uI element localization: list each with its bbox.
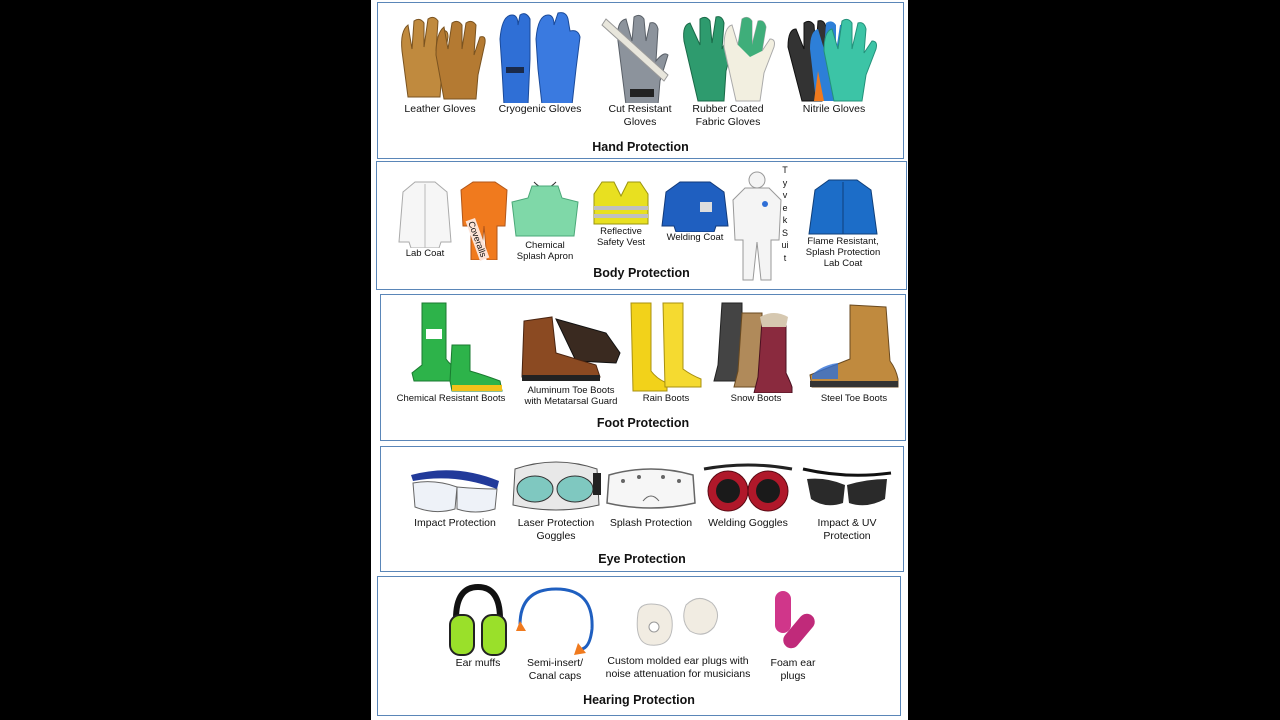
laser-protection-goggles-image	[509, 459, 603, 517]
foot-protection-panel	[380, 294, 906, 441]
leather-gloves-item	[390, 11, 490, 116]
impact-protection-label: Impact Protection	[414, 517, 496, 529]
impact-protection-glasses-image	[405, 459, 505, 517]
welding-coat-label: Welding Coat	[666, 232, 724, 243]
chemical-splash-apron-label: Chemical Splash Apron	[516, 240, 574, 262]
rain-boots-label: Rain Boots	[642, 393, 690, 404]
rain-boots-item	[621, 301, 711, 404]
aluminum-toe-boots-item	[511, 313, 631, 407]
impact-uv-protection-item	[795, 459, 899, 543]
nitrile-gloves-label: Nitrile Gloves	[802, 103, 866, 115]
ear-muffs-item	[444, 583, 512, 670]
splash-protection-label: Splash Protection	[609, 517, 693, 529]
coveralls-item	[457, 180, 511, 260]
chemical-splash-apron-image	[510, 180, 580, 240]
chemical-splash-apron-item	[509, 180, 581, 262]
welding-coat-image	[660, 180, 730, 232]
laser-protection-goggles-item	[507, 459, 605, 543]
lab-coat-item	[395, 178, 455, 259]
hand-protection-title: Hand Protection	[592, 140, 689, 154]
canal-caps-item	[510, 585, 600, 683]
snow-boots-item	[706, 301, 806, 404]
reflective-safety-vest-item	[589, 180, 653, 248]
rubber-coated-gloves-label: Rubber Coated Fabric Gloves	[692, 103, 764, 128]
impact-protection-item	[403, 459, 507, 530]
cryogenic-gloves-item	[490, 9, 590, 116]
cut-resistant-gloves-label: Cut Resistant Gloves	[608, 103, 672, 128]
flame-resistant-lab-coat-image	[807, 178, 879, 236]
snow-boots-label: Snow Boots	[730, 393, 782, 404]
rain-boots-image	[627, 301, 705, 393]
chemical-resistant-boots-label: Chemical Resistant Boots	[396, 393, 506, 404]
canal-caps-label: Semi-insert/ Canal caps	[526, 657, 583, 682]
rubber-coated-gloves-item	[675, 11, 781, 129]
foam-ear-plugs-image	[765, 587, 821, 657]
foam-ear-plugs-label: Foam ear plugs	[770, 657, 816, 682]
aluminum-toe-boots-image	[516, 313, 626, 385]
coveralls-label: Coveralls	[466, 219, 489, 259]
snow-boots-image	[708, 301, 804, 393]
lab-coat-image	[397, 178, 453, 248]
reflective-safety-vest-label: Reflective Safety Vest	[596, 226, 646, 248]
welding-goggles-image	[700, 459, 796, 517]
welding-coat-item	[659, 180, 731, 243]
nitrile-gloves-image	[784, 11, 884, 103]
aluminum-toe-boots-label: Aluminum Toe Boots with Metatarsal Guard	[524, 385, 618, 407]
cryogenic-gloves-image	[492, 9, 588, 103]
foam-ear-plugs-item	[760, 587, 826, 683]
body-protection-title: Body Protection	[593, 266, 690, 280]
welding-goggles-item	[697, 459, 799, 530]
ear-muffs-label: Ear muffs	[455, 657, 501, 669]
flame-resistant-lab-coat-label: Flame Resistant, Splash Protection Lab Coat	[805, 236, 881, 269]
body-protection-panel	[376, 161, 907, 290]
rubber-coated-gloves-image	[678, 11, 778, 103]
steel-toe-boots-image	[806, 303, 902, 393]
cryogenic-gloves-label: Cryogenic Gloves	[498, 103, 582, 115]
hearing-protection-title: Hearing Protection	[583, 693, 695, 707]
tyvek-suit-label: Tyvek Suit	[781, 165, 789, 263]
eye-protection-panel	[380, 446, 904, 572]
custom-molded-ear-plugs-item	[594, 591, 762, 681]
impact-uv-protection-label: Impact & UV Protection	[817, 517, 877, 542]
steel-toe-boots-label: Steel Toe Boots	[820, 393, 888, 404]
impact-uv-glasses-image	[799, 459, 895, 517]
foot-protection-title: Foot Protection	[596, 416, 690, 430]
canal-caps-image	[512, 585, 598, 657]
chemical-resistant-boots-image	[394, 301, 508, 393]
flame-resistant-lab-coat-item	[793, 178, 893, 269]
custom-molded-ear-plugs-image	[628, 591, 728, 655]
welding-goggles-label: Welding Goggles	[708, 517, 788, 529]
ear-muffs-image	[448, 583, 508, 657]
leather-gloves-label: Leather Gloves	[404, 103, 476, 115]
steel-toe-boots-item	[803, 303, 905, 404]
laser-protection-goggles-label: Laser Protection Goggles	[517, 517, 595, 542]
splash-protection-goggles-image	[603, 459, 699, 517]
custom-molded-ear-plugs-label: Custom molded ear plugs with noise attenuation for musicians	[605, 655, 751, 680]
reflective-safety-vest-image	[592, 180, 650, 226]
cut-resistant-gloves-image	[592, 11, 688, 103]
eye-protection-title: Eye Protection	[598, 552, 686, 566]
ppe-infographic	[371, 0, 908, 720]
lab-coat-label: Lab Coat	[405, 248, 445, 259]
leather-gloves-image	[392, 11, 488, 103]
nitrile-gloves-item	[782, 11, 886, 116]
chemical-resistant-boots-item	[391, 301, 511, 404]
hand-protection-panel	[377, 2, 904, 159]
hearing-protection-panel	[377, 576, 901, 716]
splash-protection-item	[601, 459, 701, 530]
